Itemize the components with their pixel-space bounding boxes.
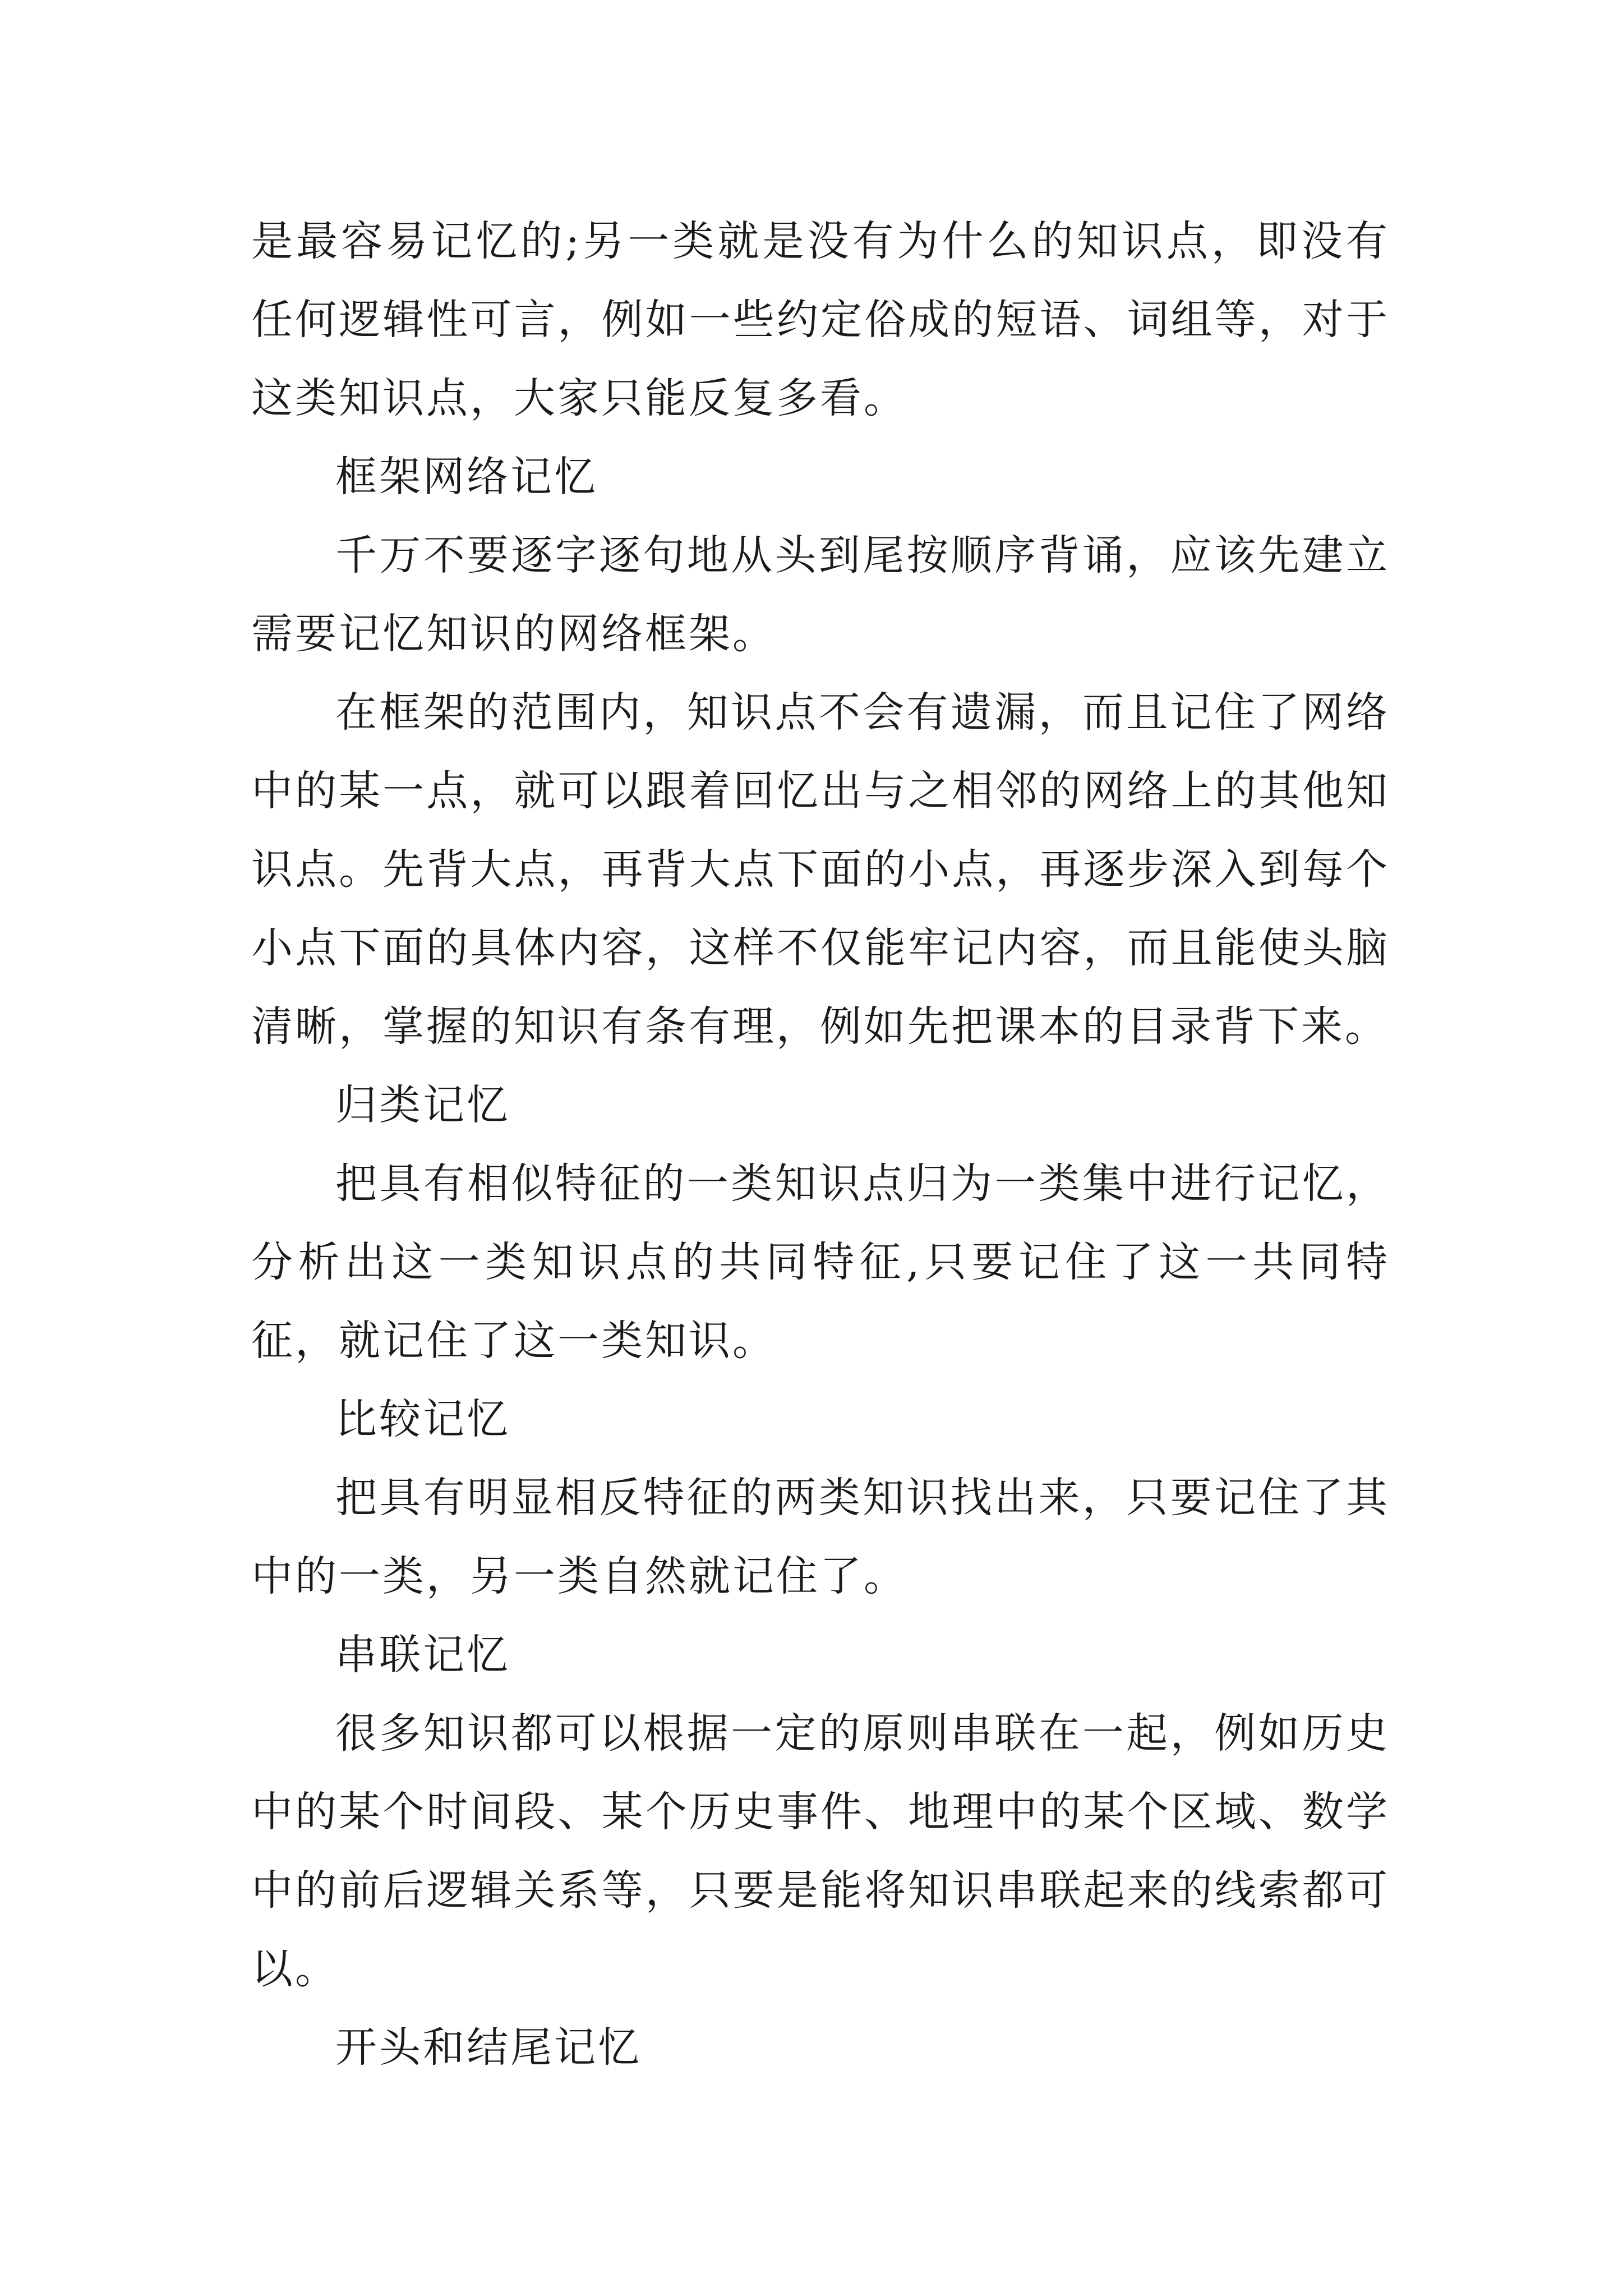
section-heading-compare: 比较记忆	[335, 1395, 510, 1443]
document-body	[251, 202, 1390, 2087]
section-heading-chain: 串联记忆	[335, 1631, 510, 1679]
paragraph: 千万不要逐字逐句地从头到尾按顺序背诵，应该先建立需要记忆知识的网络框架。	[251, 531, 1390, 658]
paragraph: 很多知识都可以根据一定的原则串联在一起，例如历史中的某个时间段、某个历史事件、地理中的某个区域、数学中的前后逻辑关系等，只要是能将知识串联起来的线索都可以。	[251, 1709, 1390, 1993]
paragraph-continuation: 是最容易记忆的;另一类就是没有为什么的知识点，即没有任何逻辑性可言，例如一些约定俗成的短语、词组等，对于这类知识点，大家只能反复多看。	[251, 217, 1390, 422]
section-heading-categorize: 归类记忆	[335, 1081, 510, 1129]
paragraph: 在框架的范围内，知识点不会有遗漏，而且记住了网络中的某一点，就可以跟着回忆出与之相邻的网络上的其他知识点。先背大点，再背大点下面的小点，再逐步深入到每个小点下面的具体内容，这样不仅能牢记内容，而且能使头脑清晰，掌握的知识有条有理，例如先把课本的目录背下来。	[251, 688, 1390, 1051]
paragraph: 把具有相似特征的一类知识点归为一类集中进行记忆，分析出这一类知识点的共同特征,只要记住了这一共同特征，就记住了这一类知识。	[251, 1159, 1390, 1365]
section-heading-begin-end: 开头和结尾记忆	[335, 2023, 642, 2072]
paragraph: 把具有明显相反特征的两类知识找出来，只要记住了其中的一类，另一类自然就记住了。	[251, 1474, 1390, 1600]
section-heading-framework: 框架网络记忆	[335, 453, 598, 501]
